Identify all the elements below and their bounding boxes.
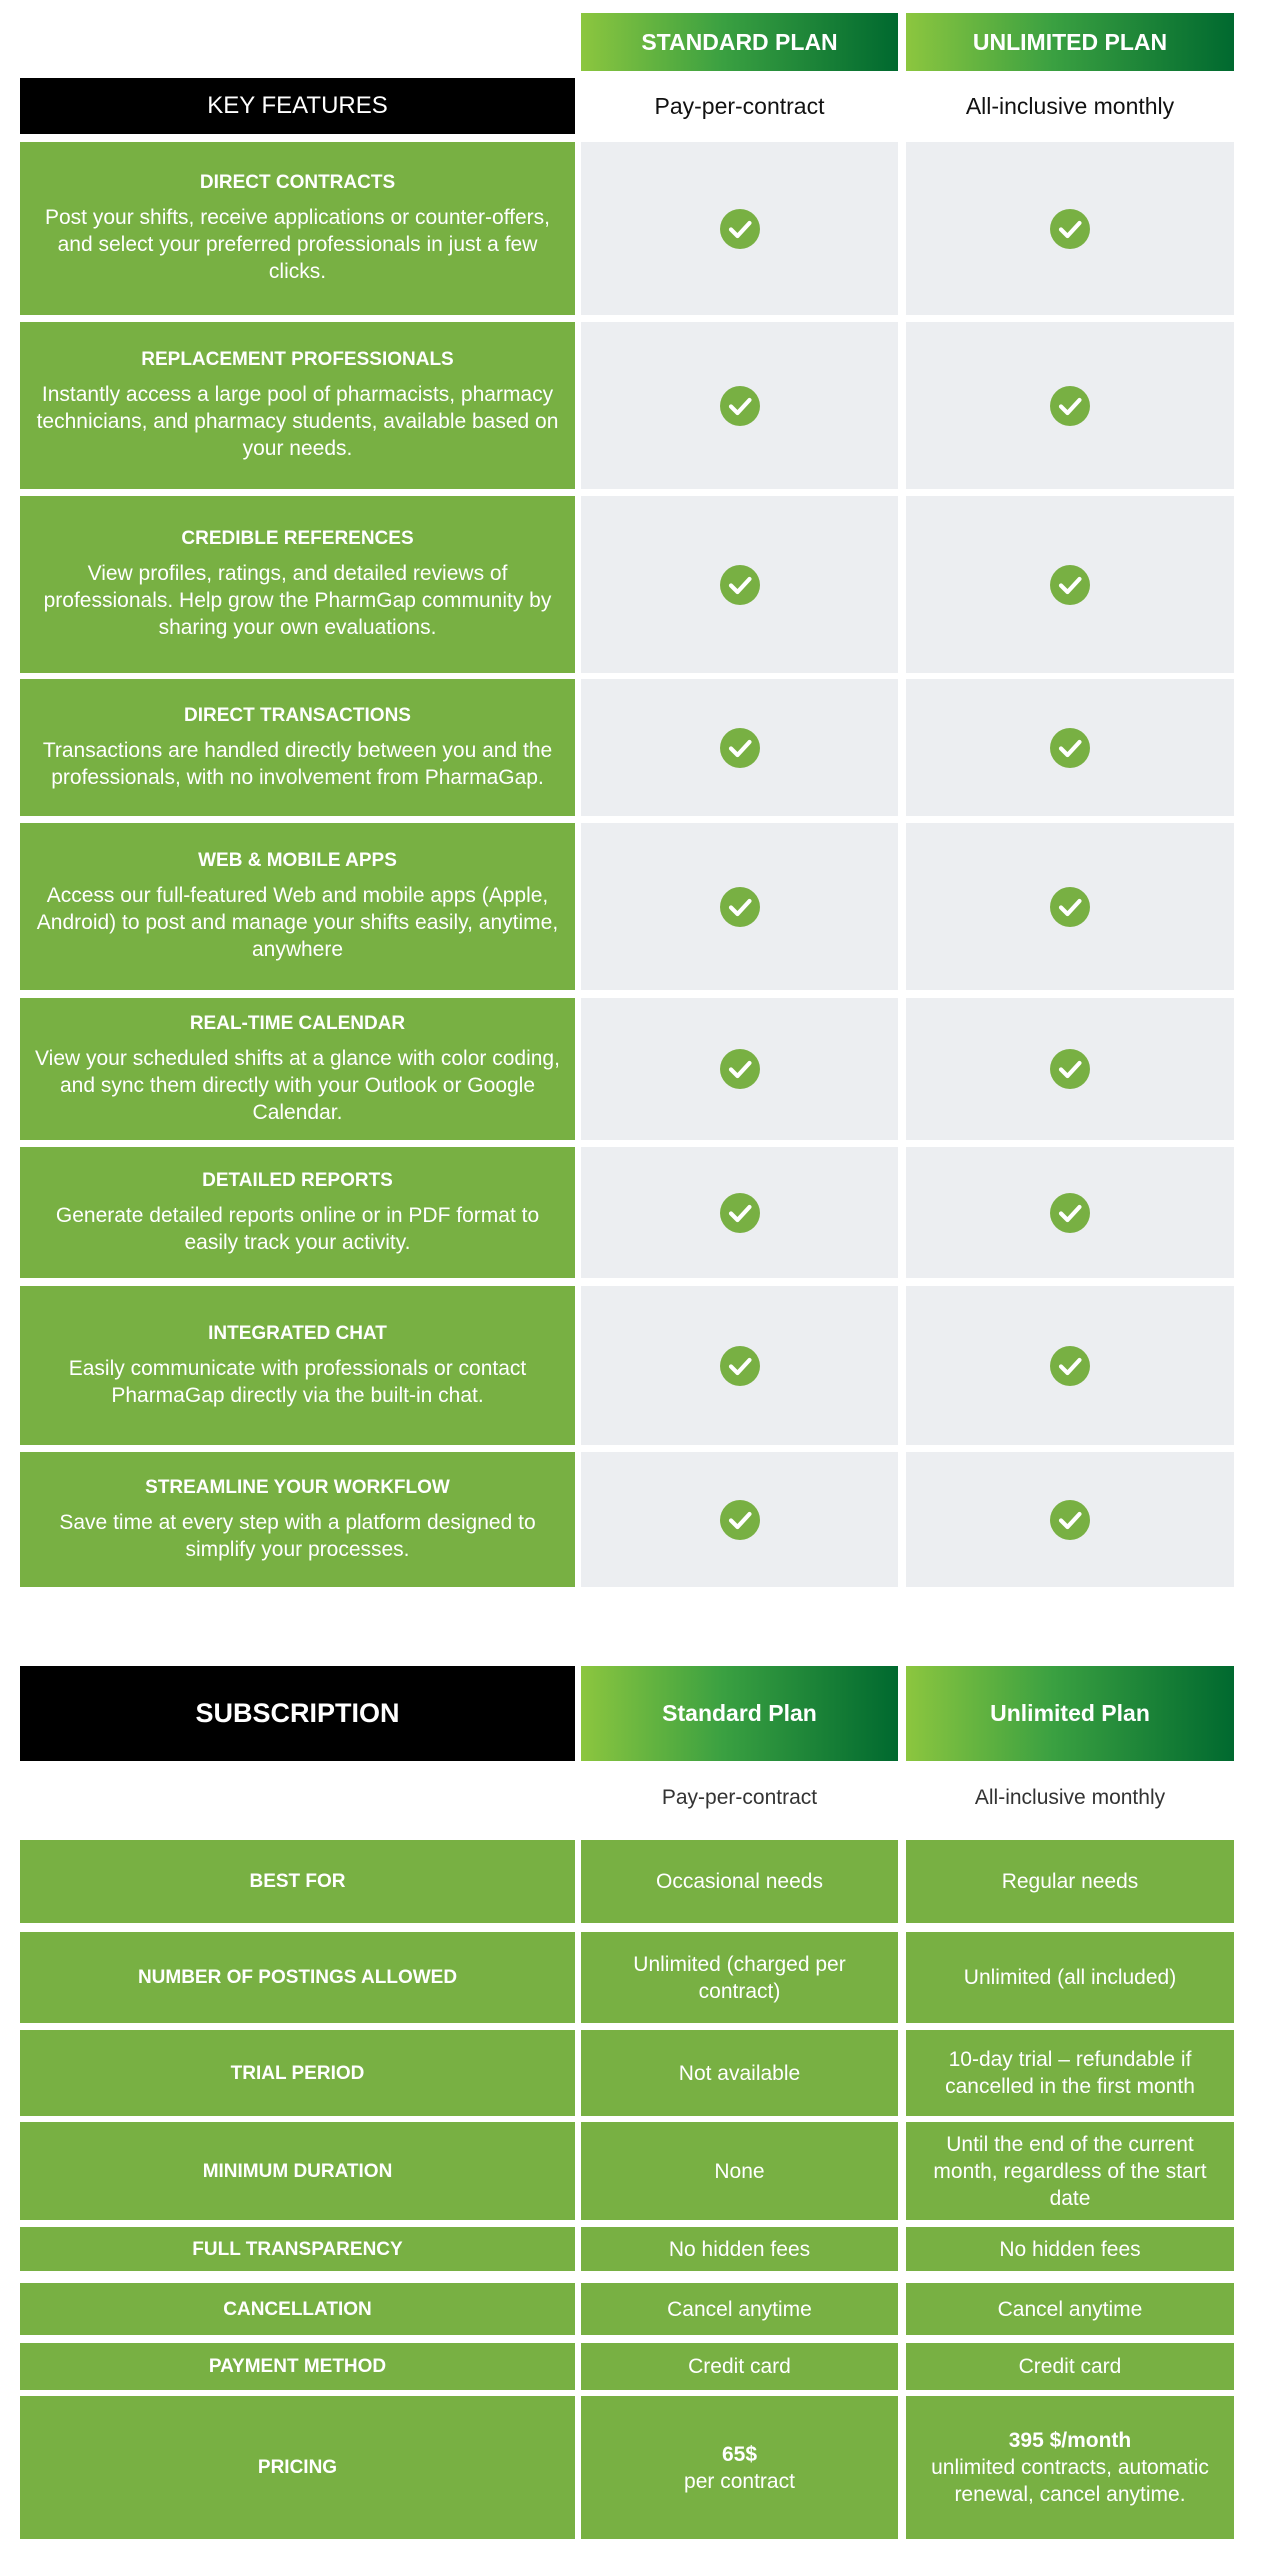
standard-check-cell	[581, 322, 898, 489]
feature-title: REPLACEMENT PROFESSIONALS	[141, 349, 454, 370]
feature-title: INTEGRATED CHAT	[208, 1322, 387, 1344]
standard-check-cell	[581, 496, 898, 673]
subscription-standard-value: Not available	[581, 2030, 898, 2116]
subscription-row-label: CANCELLATION	[20, 2283, 575, 2335]
subscription-row-label: NUMBER OF POSTINGS ALLOWED	[20, 1932, 575, 2023]
unlimited-price: 395 $/month	[1008, 2429, 1132, 2452]
feature-row	[20, 823, 575, 990]
subscription-unlimited-value: Unlimited (all included)	[906, 1932, 1234, 2023]
feature-description: Instantly access a large pool of pharmacists, pharmacy technicians, and pharmacy students, available based on your needs.	[36, 383, 559, 460]
feature-row	[20, 496, 575, 673]
feature-row	[20, 322, 575, 489]
check-circle-icon	[1050, 1049, 1090, 1089]
subscription-unlimited-header: Unlimited Plan	[906, 1666, 1234, 1761]
feature-title: DIRECT CONTRACTS	[199, 172, 396, 193]
check-circle-icon	[720, 1500, 760, 1540]
feature-description: Generate detailed reports online or in PDF format to easily track your activity.	[55, 1203, 540, 1254]
check-circle-icon	[1050, 1193, 1090, 1233]
feature-row	[20, 679, 575, 816]
pricing-unlimited-cell	[906, 2396, 1234, 2539]
feature-title: REAL-TIME CALENDAR	[189, 1012, 406, 1034]
feature-description: Save time at every step with a platform designed to simplify your processes.	[59, 1510, 536, 1561]
subscription-unlimited-value: Until the end of the current month, regardless of the start date	[906, 2122, 1234, 2220]
subscription-row-label: FULL TRANSPARENCY	[20, 2227, 575, 2271]
feature-title: DIRECT TRANSACTIONS	[184, 704, 411, 726]
unlimited-check-cell	[906, 998, 1234, 1140]
subscription-standard-value: No hidden fees	[581, 2227, 898, 2271]
feature-description: Post your shifts, receive applications or counter-offers, and select your preferred professionals in just a few clicks.	[44, 206, 550, 283]
subscription-unlimited-value: No hidden fees	[906, 2227, 1234, 2271]
pricing-label: PRICING	[20, 2396, 575, 2539]
unlimited-check-cell	[906, 322, 1234, 489]
check-circle-icon	[1050, 1500, 1090, 1540]
standard-plan-subtitle: Pay-per-contract	[654, 92, 825, 119]
subscription-row-label: MINIMUM DURATION	[20, 2122, 575, 2220]
subscription-unlimited-value: Credit card	[906, 2343, 1234, 2390]
standard-price-note: per contract	[684, 2469, 795, 2493]
check-circle-icon	[720, 1193, 760, 1233]
check-circle-icon	[720, 386, 760, 426]
unlimited-check-cell	[906, 823, 1234, 990]
standard-check-cell	[581, 679, 898, 816]
standard-price: 65$	[721, 2442, 758, 2466]
check-circle-icon	[1050, 386, 1090, 426]
subscription-header: SUBSCRIPTION	[20, 1666, 575, 1761]
feature-description: Easily communicate with professionals or contact PharmaGap directly via the built-in chat.	[68, 1356, 527, 1407]
subscription-standard-value: Cancel anytime	[581, 2283, 898, 2335]
feature-row	[20, 1147, 575, 1278]
unlimited-plan-subtitle: All-inclusive monthly	[965, 92, 1175, 119]
check-circle-icon	[1050, 565, 1090, 605]
check-circle-icon	[720, 1346, 760, 1386]
feature-row	[20, 998, 575, 1140]
standard-check-cell	[581, 1147, 898, 1278]
subscription-row-label: PAYMENT METHOD	[20, 2343, 575, 2390]
feature-description: View profiles, ratings, and detailed reviews of professionals. Help grow the PharmGap community by sharing your own evaluations.	[43, 562, 552, 639]
feature-title: DETAILED REPORTS	[202, 1169, 393, 1191]
feature-row	[20, 142, 575, 315]
subscription-standard-value: None	[581, 2122, 898, 2220]
subscription-standard-subtitle: Pay-per-contract	[661, 1786, 818, 1809]
subscription-standard-value: Occasional needs	[581, 1840, 898, 1923]
subscription-row-label: BEST FOR	[20, 1840, 575, 1923]
subscription-standard-value: Unlimited (charged per contract)	[581, 1932, 898, 2023]
check-circle-icon	[1050, 1346, 1090, 1386]
check-circle-icon	[1050, 728, 1090, 768]
subscription-row-label: TRIAL PERIOD	[20, 2030, 575, 2116]
subscription-standard-value: Credit card	[581, 2343, 898, 2390]
feature-title: STREAMLINE YOUR WORKFLOW	[145, 1476, 450, 1498]
standard-check-cell	[581, 1286, 898, 1445]
subscription-standard-header: Standard Plan	[581, 1666, 898, 1761]
standard-check-cell	[581, 1452, 898, 1587]
unlimited-check-cell	[906, 1452, 1234, 1587]
unlimited-plan-header: UNLIMITED PLAN	[906, 13, 1234, 71]
standard-check-cell	[581, 142, 898, 315]
subscription-unlimited-value: Regular needs	[906, 1840, 1234, 1923]
check-circle-icon	[1050, 209, 1090, 249]
subscription-unlimited-subtitle: All-inclusive monthly	[974, 1786, 1166, 1809]
standard-plan-header: STANDARD PLAN	[581, 13, 898, 71]
key-features-header: KEY FEATURES	[20, 78, 575, 134]
feature-row	[20, 1452, 575, 1587]
unlimited-check-cell	[906, 1147, 1234, 1278]
check-circle-icon	[720, 1049, 760, 1089]
unlimited-price-note: unlimited contracts, automatic renewal, cancel anytime.	[931, 2456, 1209, 2506]
subscription-unlimited-value: Cancel anytime	[906, 2283, 1234, 2335]
feature-description: Access our full-featured Web and mobile apps (Apple, Android) to post and manage your shifts easily, anytime, anywhere	[36, 884, 559, 961]
check-circle-icon	[720, 209, 760, 249]
feature-description: Transactions are handled directly between you and the professionals, with no involvement from PharmaGap.	[42, 738, 553, 789]
unlimited-check-cell	[906, 679, 1234, 816]
feature-title: WEB & MOBILE APPS	[198, 850, 397, 871]
feature-description: View your scheduled shifts at a glance with color coding, and sync them directly with your Outlook or Google Calendar.	[35, 1046, 560, 1124]
feature-row	[20, 1286, 575, 1445]
unlimited-check-cell	[906, 496, 1234, 673]
unlimited-check-cell	[906, 142, 1234, 315]
unlimited-check-cell	[906, 1286, 1234, 1445]
check-circle-icon	[720, 565, 760, 605]
pricing-standard-cell	[581, 2396, 898, 2539]
check-circle-icon	[720, 887, 760, 927]
standard-check-cell	[581, 998, 898, 1140]
check-circle-icon	[720, 728, 760, 768]
subscription-unlimited-value: 10-day trial – refundable if cancelled in the first month	[906, 2030, 1234, 2116]
feature-title: CREDIBLE REFERENCES	[181, 528, 414, 549]
standard-check-cell	[581, 823, 898, 990]
check-circle-icon	[1050, 887, 1090, 927]
